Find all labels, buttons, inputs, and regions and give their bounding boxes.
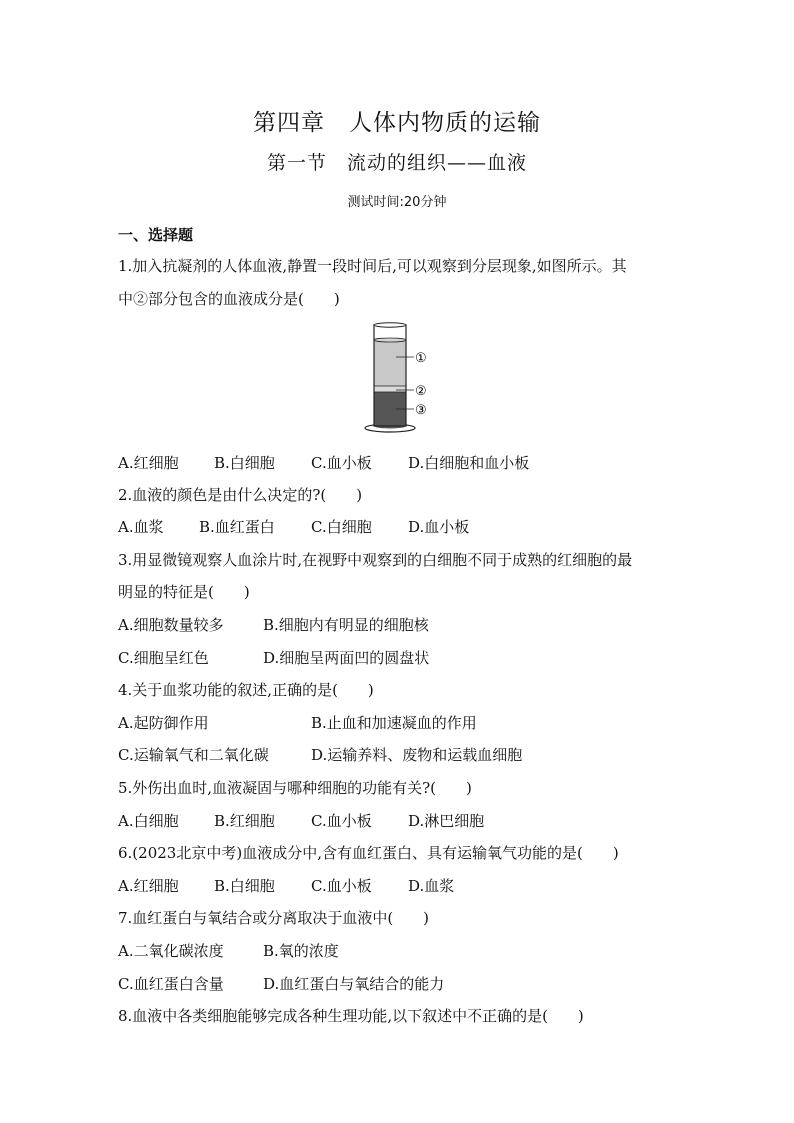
q3-option-d: D.细胞呈两面凹的圆盘状 bbox=[263, 649, 430, 667]
q1-option-c: C.血小板 bbox=[311, 454, 372, 472]
q2-option-a: A.血浆 bbox=[118, 518, 164, 536]
question-2-stem: 2.血液的颜色是由什么决定的?( ) bbox=[118, 486, 363, 504]
q3-option-b: B.细胞内有明显的细胞核 bbox=[263, 616, 429, 634]
q1-option-b: B.白细胞 bbox=[214, 454, 275, 472]
tube-mouth bbox=[374, 323, 406, 327]
q6-option-b: B.白细胞 bbox=[214, 877, 275, 895]
q6-option-c: C.血小板 bbox=[311, 877, 372, 895]
chapter-title: 第四章 人体内物质的运输 bbox=[253, 110, 541, 136]
q7-option-c: C.血红蛋白含量 bbox=[118, 975, 224, 993]
plasma-surface bbox=[374, 338, 406, 342]
q4-option-b: B.止血和加速凝血的作用 bbox=[311, 714, 477, 732]
label-3: ③ bbox=[415, 403, 427, 418]
q7-option-b: B.氧的浓度 bbox=[263, 942, 339, 960]
q4-option-c: C.运输氧气和二氧化碳 bbox=[118, 746, 269, 764]
layer-1-plasma bbox=[374, 340, 406, 386]
question-3-stem-line-1: 3.用显微镜观察人血涂片时,在视野中观察到的白细胞不同于成熟的红细胞的最 bbox=[118, 551, 633, 569]
question-1-stem-line-2: 中②部分包含的血液成分是( ) bbox=[118, 290, 340, 308]
layer-2-buffy bbox=[374, 386, 406, 392]
question-8-stem: 8.血液中各类细胞能够完成各种生理功能,以下叙述中不正确的是( ) bbox=[118, 1007, 584, 1025]
q7-option-a: A.二氧化碳浓度 bbox=[118, 942, 224, 960]
q6-option-a: A.红细胞 bbox=[118, 877, 179, 895]
q6-option-d: D.血浆 bbox=[408, 877, 455, 895]
q4-option-a: A.起防御作用 bbox=[118, 714, 209, 732]
q5-option-c: C.血小板 bbox=[311, 812, 372, 830]
q1-option-d: D.白细胞和血小板 bbox=[408, 454, 530, 472]
q4-option-d: D.运输养料、废物和运载血细胞 bbox=[311, 746, 523, 764]
question-6-stem: 6.(2023北京中考)血液成分中,含有血红蛋白、具有运输氧气功能的是( ) bbox=[118, 844, 619, 862]
q5-option-b: B.红细胞 bbox=[214, 812, 275, 830]
label-2: ② bbox=[415, 384, 427, 399]
question-5-stem: 5.外伤出血时,血液凝固与哪种细胞的功能有关?( ) bbox=[118, 779, 472, 797]
q5-option-a: A.白细胞 bbox=[118, 812, 179, 830]
q5-option-d: D.淋巴细胞 bbox=[408, 812, 485, 830]
label-1: ① bbox=[415, 351, 427, 366]
q2-option-c: C.白细胞 bbox=[311, 518, 372, 536]
q2-option-b: B.血红蛋白 bbox=[199, 518, 275, 536]
question-7-stem: 7.血红蛋白与氧结合或分离取决于血液中( ) bbox=[118, 909, 430, 927]
q1-option-a: A.红细胞 bbox=[118, 454, 179, 472]
part-heading: 一、选择题 bbox=[118, 226, 194, 244]
question-3-stem-line-2: 明显的特征是( ) bbox=[118, 583, 250, 601]
section-title: 第一节 流动的组织——血液 bbox=[266, 152, 527, 174]
q3-option-a: A.细胞数量较多 bbox=[118, 616, 224, 634]
question-4-stem: 4.关于血浆功能的叙述,正确的是( ) bbox=[118, 681, 374, 699]
q3-option-c: C.细胞呈红色 bbox=[118, 649, 209, 667]
q2-option-d: D.血小板 bbox=[408, 518, 470, 536]
test-tube-figure bbox=[362, 320, 442, 438]
question-1-stem-line-1: 1.加入抗凝剂的人体血液,静置一段时间后,可以观察到分层现象,如图所示。其 bbox=[118, 257, 627, 275]
test-time: 测试时间:20分钟 bbox=[347, 195, 447, 210]
q7-option-d: D.血红蛋白与氧结合的能力 bbox=[263, 975, 445, 993]
